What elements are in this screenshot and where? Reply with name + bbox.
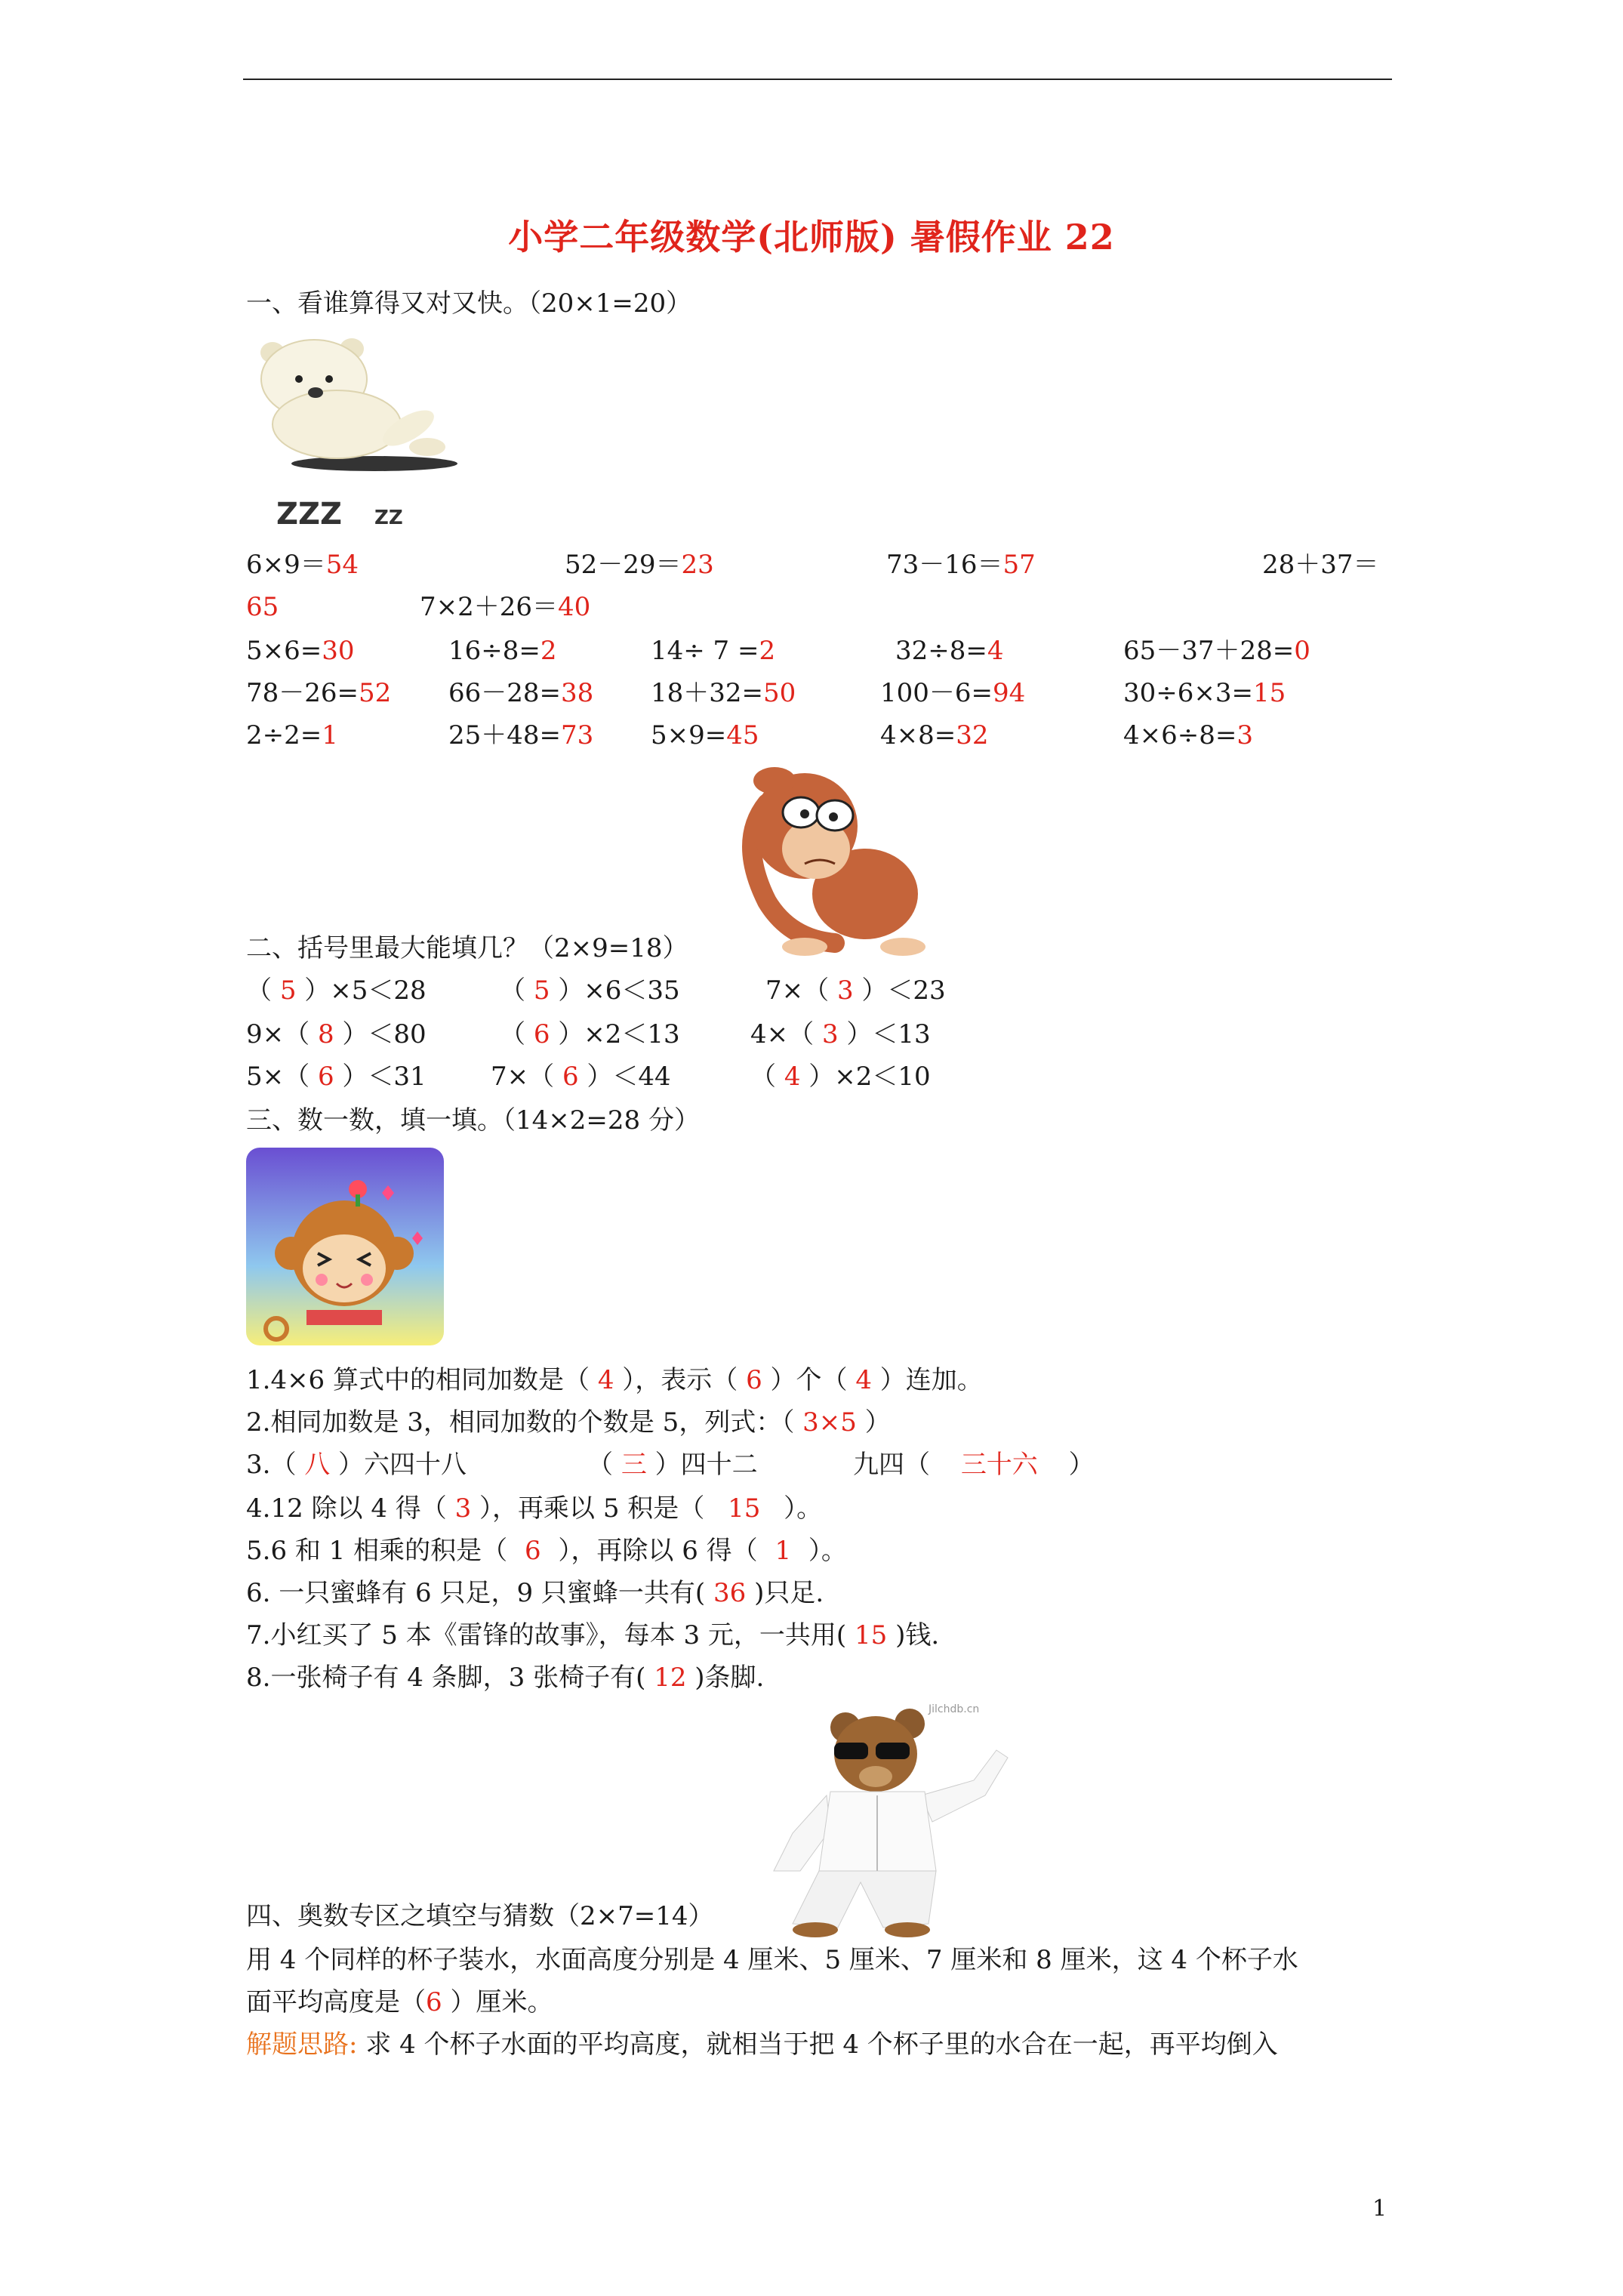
s4-paragraph-1: 用 4 个同样的杯子装水，水面高度分别是 4 厘米、5 厘米、7 厘米和 8 厘米，这 4 个杯子水 xyxy=(246,1945,1298,1975)
s3-item-3a: 3.（ 八 ）六四十八 xyxy=(246,1450,467,1480)
fill-item: （ 5 ）×6＜35 xyxy=(500,975,680,1006)
calc-item: 4×8=32 xyxy=(880,720,989,750)
calc-item: 14÷ 7 =2 xyxy=(651,636,776,666)
teddy-bear-sunglasses-illustration xyxy=(747,1697,1034,1939)
section-2-heading: 二、括号里最大能填几？（2×9=18） xyxy=(246,933,688,963)
calc-item: 7×2＋26＝40 xyxy=(420,592,591,622)
calc-item: 4×6÷8=3 xyxy=(1123,720,1254,750)
calc-item: 2÷2=1 xyxy=(246,720,338,750)
s3-item-6: 6. 一只蜜蜂有 6 只足，9 只蜜蜂一共有( 36 )只足. xyxy=(246,1578,824,1608)
calc-item: 65－37＋28=0 xyxy=(1123,636,1310,666)
calc-item: 65 xyxy=(246,592,279,622)
s3-item-2: 2.相同加数是 3，相同加数的个数是 5，列式：（ 3×5 ） xyxy=(246,1407,891,1438)
calc-item: 28＋37＝ xyxy=(1262,550,1379,580)
fill-item: （ 4 ）×2＜10 xyxy=(750,1062,931,1092)
s3-item-3b: （ 三 ）四十二 xyxy=(587,1450,758,1480)
s3-item-5: 5.6 和 1 相乘的积是（ 6 ），再除以 6 得（ 1 ）。 xyxy=(246,1536,847,1566)
section-1-heading: 一、看谁算得又对又快。（20×1=20） xyxy=(246,288,692,319)
s3-item-3c: 九四（ 三十六 ） xyxy=(853,1450,1095,1480)
s3-item-8: 8.一张椅子有 4 条脚，3 张椅子有( 12 )条脚. xyxy=(246,1663,765,1693)
calc-item: 78－26=52 xyxy=(246,678,392,708)
calc-item: 6×9＝54 xyxy=(246,550,359,580)
calc-item: 25＋48=73 xyxy=(448,720,594,750)
section-3-heading: 三、数一数，填一填。（14×2=28 分） xyxy=(246,1105,700,1136)
s3-item-4: 4.12 除以 4 得（ 3 ），再乘以 5 积是（ 15 ）。 xyxy=(246,1493,823,1524)
hint-label: 解题思路: xyxy=(246,2029,358,2060)
watermark-text: Jilchdb.cn xyxy=(929,1703,980,1715)
happy-monkey-illustration xyxy=(246,1148,444,1345)
fill-item: （ 6 ）×2＜13 xyxy=(500,1019,680,1049)
s3-item-7: 7.小红买了 5 本《雷锋的故事》，每本 3 元，一共用( 15 )钱. xyxy=(246,1620,940,1650)
calc-item: 73－16＝57 xyxy=(886,550,1036,580)
fill-item: 9×（ 8 ）＜80 xyxy=(246,1019,427,1049)
calc-item: 16÷8=2 xyxy=(448,636,557,666)
calc-item: 30÷6×3=15 xyxy=(1123,678,1286,708)
s4-hint: 解题思路: 求 4 个杯子水面的平均高度，就相当于把 4 个杯子里的水合在一起，再平均倒入 xyxy=(246,2029,1278,2060)
thinking-monkey-illustration xyxy=(722,758,957,962)
s3-item-1: 1.4×6 算式中的相同加数是（ 4 ），表示（ 6 ）个（ 4 ）连加。 xyxy=(246,1365,983,1395)
page-number: 1 xyxy=(1372,2196,1387,2222)
section-4-heading: 四、奥数专区之填空与猜数（2×7=14） xyxy=(246,1901,714,1931)
calc-item: 18＋32=50 xyxy=(651,678,796,708)
fill-item: 4×（ 3 ）＜13 xyxy=(750,1019,931,1049)
calc-item: 5×9=45 xyxy=(651,720,759,750)
fill-item: 5×（ 6 ）＜31 xyxy=(246,1062,427,1092)
sleeping-bear-illustration xyxy=(246,326,465,538)
calc-item: 5×6=30 xyxy=(246,636,355,666)
calc-item: 32÷8=4 xyxy=(895,636,1004,666)
page-title: 小学二年级数学(北师版) 暑假作业 22 xyxy=(508,217,1115,257)
fill-item: （ 5 ）×5＜28 xyxy=(246,975,427,1006)
header-rule xyxy=(243,79,1392,80)
s4-paragraph-2: 面平均高度是（6 ）厘米。 xyxy=(246,1987,553,2017)
calc-item: 52－29＝23 xyxy=(565,550,714,580)
calc-item: 66－28=38 xyxy=(448,678,594,708)
svg-text:ZZ: ZZ xyxy=(374,507,403,529)
fill-item: 7×（ 3 ）＜23 xyxy=(765,975,946,1006)
svg-text:ZZZ: ZZZ xyxy=(276,497,343,532)
calc-item: 100－6=94 xyxy=(880,678,1026,708)
fill-item: 7×（ 6 ）＜44 xyxy=(491,1062,671,1092)
